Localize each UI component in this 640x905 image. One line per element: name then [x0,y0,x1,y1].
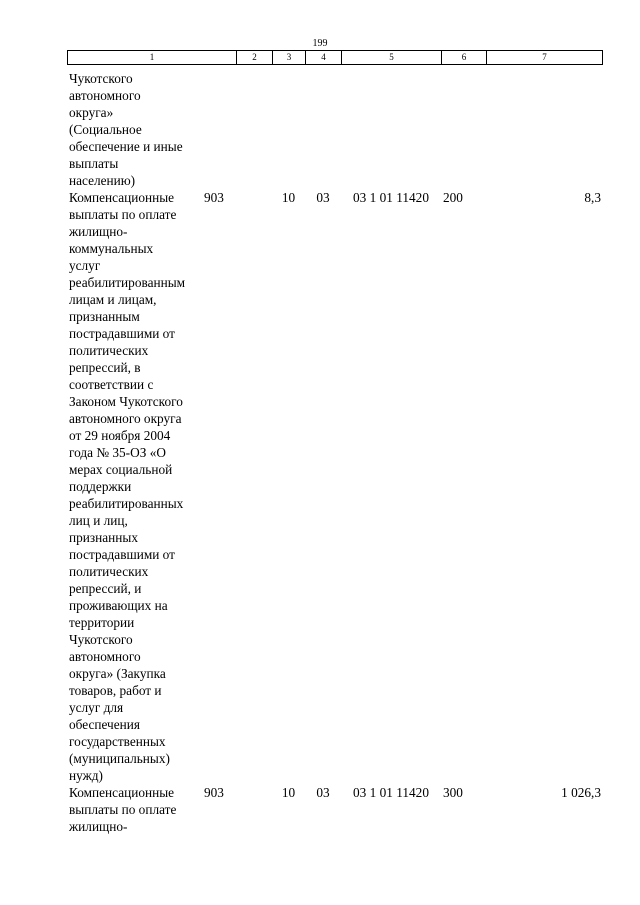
table-row [67,784,602,835]
row-code: 903 [204,190,224,205]
row-code: 903 [204,785,224,800]
row-section: 10 [281,785,296,800]
table-row [67,70,602,189]
row-description: Компенсационные выплаты по оплате жилищно- коммунальных услуг реабилитированным лицам и лицам, признанным пострадавшими от политических репрессий, в соответствии с Законом Чукотского автономного округа от 29 ноября 2004 года № 35-ОЗ «О мерах социальной поддержки реабилитированных лиц и лиц, признанных пострадавшими от политических репрессий, и проживающих на территории Чукотского автономного округа» (Закупка товаров, работ и услуг для обеспечения государственных (муниципальных) нужд) [69,190,186,783]
row-type [441,70,486,189]
row-amount: 1 026,3 [561,785,601,800]
row-target [341,70,441,189]
column-header-table [67,50,603,65]
table-row [67,189,602,784]
row-section: 10 [281,190,296,205]
column-header-1: 1 [68,51,237,65]
page-number: 199 [312,38,328,49]
column-header-5: 5 [342,51,442,65]
row-subsection [305,70,341,189]
column-header-7: 7 [487,51,603,65]
row-subsection: 03 [316,785,330,800]
row-code [202,70,272,189]
row-description: Чукотского автономного округа» (Социальное обеспечение и иные выплаты населению) [69,71,183,188]
row-amount: 8,3 [584,190,601,205]
row-section [272,70,305,189]
row-subsection: 03 [316,190,330,205]
column-header-2: 2 [237,51,273,65]
column-header-3: 3 [273,51,306,65]
column-header-6: 6 [442,51,487,65]
row-amount [486,70,602,189]
budget-table [67,70,602,835]
column-header-4: 4 [306,51,342,65]
row-type: 300 [443,785,463,800]
row-type: 200 [443,190,463,205]
column-header-row [68,51,603,65]
row-description: Компенсационные выплаты по оплате жилищно- [69,785,177,834]
row-target: 03 1 01 11420 [353,785,429,800]
row-target: 03 1 01 11420 [353,190,429,205]
